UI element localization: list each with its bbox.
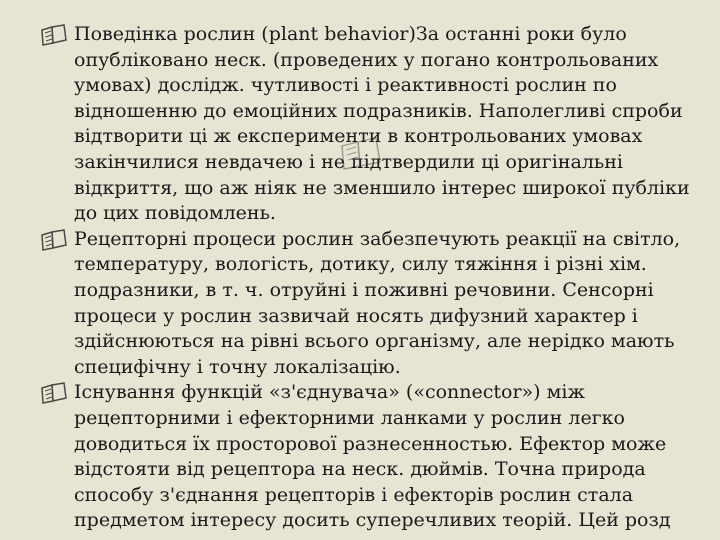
bullet-item-receptor-processes — [40, 227, 700, 381]
book-icon — [40, 229, 68, 251]
bullet-text: Поведінка рослин (plant behavior)За останні роки було опубліковано неск. (проведених у погано контрольованих умовах) дослідж. чутливості і реактивності рослин по відношенню до емоційних подразників. Наполегливі спроби відтворити ці ж експерименти в контрольованих умовах закінчилися невдачею і не підтвердили ці оригінальні відкриття, що аж ніяк не зменшило інтерес широкої публіки до цих повідомлень. — [74, 23, 690, 225]
book-icon — [40, 24, 68, 46]
bullet-text: Рецепторні процеси рослин забезпечують реакції на світло, температуру, вологість, дотику, силу тяжіння і різні хім. подразники, в т. ч. отруйні і поживні речовини. Сенсорні процеси у рослин зазвичай носять дифузний характер і здійснюються на рівні всього організму, але нерідко мають специфічну і точну локалізацію. — [74, 227, 681, 378]
bullet-list — [40, 22, 700, 534]
bullet-text: Існування функцій «з'єднувача» («connector») між рецепторними і ефекторними ланками у рослин легко доводиться їх просторової разнесенностью. Ефектор може відстояти від рецептора на неск. дюймів. Точна природа способу з'єднання рецепторів і ефекторів рослин стала предметом інтересу досить суперечливих теорій. Цей розд — [74, 381, 671, 532]
bullet-item-plant-behavior — [40, 22, 700, 227]
bullet-item-connector-functions — [40, 380, 700, 534]
book-icon — [40, 382, 68, 404]
